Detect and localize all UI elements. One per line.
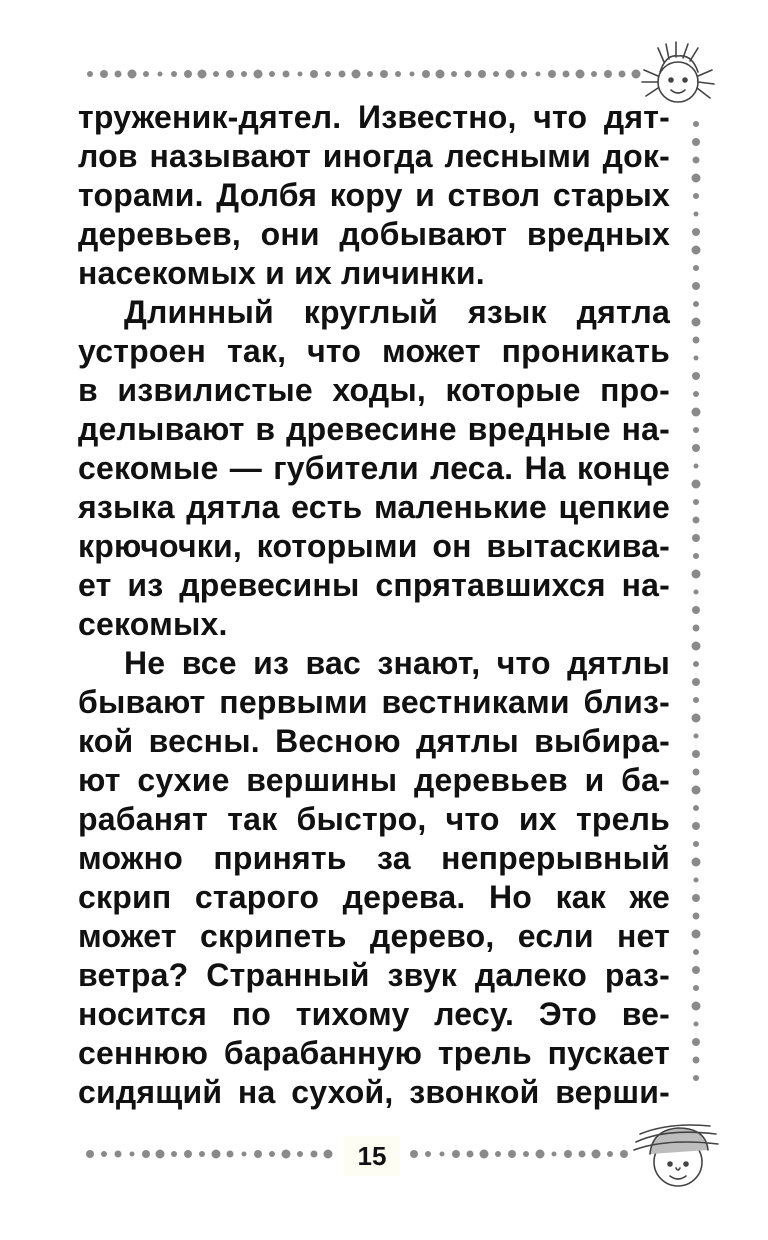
text-line: крючочки, которыми он вытаскива-	[78, 528, 670, 564]
text-line: труженик-дятел. Известно, что дят-	[78, 99, 670, 135]
text-line: можно принять за непрерывный	[78, 840, 670, 876]
text-line: сидящий на сухой, звонкой верши-	[78, 1074, 670, 1110]
text-line: ют сухие вершины деревьев и ба-	[78, 762, 670, 798]
right-dotted-border	[686, 118, 706, 1093]
text-line: деревьев, они добывают вредных	[78, 216, 670, 252]
text-line: сеннюю барабанную трель пускает	[78, 1035, 670, 1071]
text-line: ет из древесины спрятавшихся на-	[78, 567, 670, 603]
text-line: секомые — губители леса. На конце	[78, 450, 670, 486]
text-line: может скрипеть дерево, если нет	[78, 918, 670, 954]
text-line: Не все из вас знают, что дятлы	[124, 645, 670, 681]
text-line: лов называют иногда лесными док-	[78, 138, 670, 174]
top-dotted-border	[84, 64, 644, 84]
text-line: языка дятла есть маленькие цепкие	[78, 489, 670, 525]
text-line: торами. Долбя кору и ствол старых	[78, 177, 670, 213]
text-line: кой весны. Весною дятлы выбира-	[78, 723, 670, 759]
text-line: делывают в древесине вредные на-	[78, 411, 670, 447]
text-line: насекомых и их личинки.	[78, 255, 485, 291]
text-line: рабанят так быстро, что их трель	[78, 801, 670, 837]
text-line: бывают первыми вестниками близ-	[78, 684, 670, 720]
text-line: Длинный круглый язык дятла	[124, 294, 670, 330]
text-line: носится по тихому лесу. Это ве-	[78, 996, 670, 1032]
page-number: 15	[344, 1136, 400, 1176]
text-line: устроен так, что может проникать	[78, 333, 670, 369]
article-text	[78, 98, 670, 1112]
text-line: скрип старого дерева. Но как же	[78, 879, 670, 915]
boy-face-icon	[626, 1108, 726, 1200]
text-line: в извилистые ходы, которые про-	[78, 372, 670, 408]
text-line: секомых.	[78, 606, 228, 642]
text-line: ветра? Странный звук далеко раз-	[78, 957, 670, 993]
